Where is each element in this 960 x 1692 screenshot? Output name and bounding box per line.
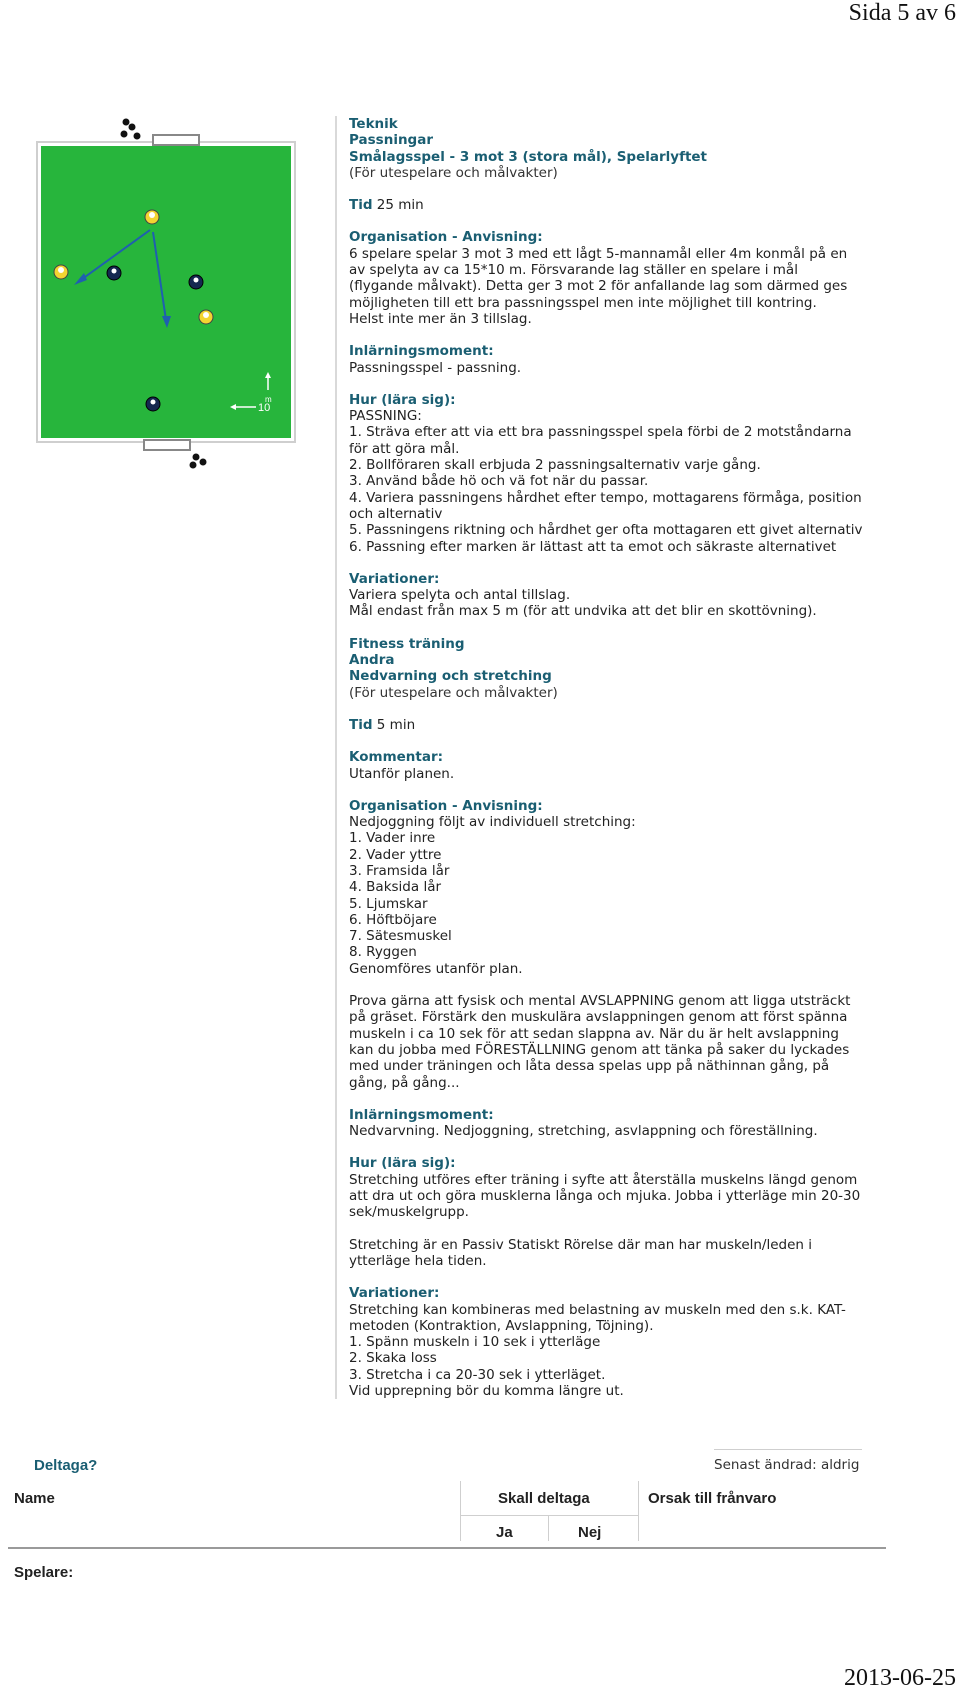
ex1-org-label: Organisation - Anvisning: <box>349 229 543 246</box>
ex2-org-line: Genomföres utanför plan. <box>349 960 523 977</box>
row-spelare: Spelare: <box>14 1564 74 1581</box>
ex2-audience: (För utespelare och målvakter) <box>349 684 558 701</box>
ex2-comment-label: Kommentar: <box>349 749 444 766</box>
player-navy-keeper <box>146 397 160 411</box>
deltaga-link[interactable]: Deltaga? <box>34 1457 98 1474</box>
ex2-relax-line: Prova gärna att fysisk och mental AVSLAPPNING genom att ligga utsträckt <box>349 993 851 1010</box>
ex2-how-line: att dra ut och göra musklerna långa och mjuka. Jobba i ytterläge min 20-30 <box>349 1188 861 1205</box>
col-skall-header: Skall deltaga <box>498 1490 590 1507</box>
ex2-learn-value: Nedvarvning. Nedjoggning, stretching, asvlappning och föreställning. <box>349 1123 818 1140</box>
ex1-how-line: för att göra mål. <box>349 440 460 457</box>
footer-date: 2013-06-25 <box>844 1665 956 1691</box>
ex1-how-line: 1. Sträva efter att via ett bra passningsspel spela förbi de 2 motståndarna <box>349 424 852 441</box>
ex1-title: Smålagsspel - 3 mot 3 (stora mål), Spelarlyftet <box>349 148 708 165</box>
table-header-rule <box>8 1547 886 1549</box>
col-name-header: Name <box>14 1490 55 1507</box>
ex2-org-line: 8. Ryggen <box>349 944 417 961</box>
ex2-relax-line: kan du jobba med FÖRESTÄLLNING genom att tänka på saker du lyckades <box>349 1041 850 1058</box>
ex1-tid-value: 25 min <box>376 197 424 214</box>
goal-top <box>153 135 199 145</box>
exercise-content <box>335 116 889 1399</box>
col-divider <box>638 1481 639 1541</box>
ex1-audience: (För utespelare och målvakter) <box>349 164 558 181</box>
ex1-org-line: av spelyta av ca 15*10 m. Försvarande lag ställer en spelare i mål <box>349 262 798 279</box>
ex1-tid <box>349 197 889 213</box>
ex1-learn-value: Passningsspel - passning. <box>349 359 522 376</box>
player-yellow-top <box>145 210 159 224</box>
ex1-how-label: Hur (lära sig): <box>349 391 456 408</box>
ex1-var-label: Variationer: <box>349 570 440 587</box>
page-number: Sida 5 av 6 <box>848 0 956 26</box>
ex1-how-line: PASSNING: <box>349 408 422 425</box>
senast-divider <box>714 1449 862 1450</box>
ex1-var-line: Variera spelyta och antal tillslag. <box>349 587 571 604</box>
ex2-org-line: 5. Ljumskar <box>349 895 428 912</box>
goal-bottom <box>144 440 190 450</box>
ex1-how-line: 2. Bollföraren skall erbjuda 2 passningsalternativ varje gång. <box>349 457 761 474</box>
ex2-relax-line: gång, på gång... <box>349 1074 460 1091</box>
ex2-var-line: Vid upprepning bör du komma längre ut. <box>349 1383 624 1399</box>
ex2-tid <box>349 717 889 733</box>
ex2-var-line: 3. Stretcha i ca 20-30 sek i ytterläget. <box>349 1366 606 1383</box>
col-nej-header: Nej <box>578 1524 602 1541</box>
senast-andrad: Senast ändrad: aldrig <box>714 1457 860 1473</box>
ex1-org-line: 6 spelare spelar 3 mot 3 med ett lågt 5-mannamål eller 4m konmål på en <box>349 245 848 262</box>
ex2-how-label: Hur (lära sig): <box>349 1155 456 1172</box>
balls-top <box>121 119 141 140</box>
ex2-how-line: Stretching utföres efter träning i syfte att återställa muskelns längd genom <box>349 1171 858 1188</box>
ex2-var-line: Stretching kan kombineras med belastning av muskeln med den s.k. KAT- <box>349 1301 846 1318</box>
ex2-var-label: Variationer: <box>349 1285 440 1302</box>
ex2-org-line: Nedjoggning följt av individuell stretching: <box>349 814 636 831</box>
ex1-subcategory: Passningar <box>349 132 433 149</box>
ex2-org-line: 2. Vader yttre <box>349 846 442 863</box>
ex2-org-line: 4. Baksida lår <box>349 879 442 896</box>
ex2-relax-line: muskeln i ca 10 sek för att sedan slappna av. När du är helt avslappning <box>349 1025 839 1042</box>
player-yellow-left <box>54 265 68 279</box>
ex1-org-line: möjligheten till ett bra passningsspel men inte möjlighet till kontring. <box>349 294 817 311</box>
ex2-var-line: metoden (Kontraktion, Avslappning, Töjning). <box>349 1317 654 1334</box>
player-yellow-right <box>199 310 213 324</box>
scale-label: 10 <box>258 402 271 414</box>
ex1-var-line: Mål endast från max 5 m (för att undvika att det blir en skottövning). <box>349 603 817 620</box>
balls-bottom <box>190 454 207 469</box>
col-orsak-header: Orsak till frånvaro <box>648 1490 777 1507</box>
col-divider <box>548 1515 549 1541</box>
ex1-how-line: 6. Passning efter marken är lättast att ta emot och säkraste alternativet <box>349 538 837 555</box>
ex2-relax-line: med under träningen och låta dessa spelas upp på näthinnan gång, på <box>349 1058 830 1075</box>
ex2-org-label: Organisation - Anvisning: <box>349 797 543 814</box>
player-navy-2 <box>189 275 203 289</box>
subheader-divider <box>460 1515 638 1516</box>
ex2-how-line2: ytterläge hela tiden. <box>349 1252 487 1269</box>
ex2-how-line: sek/muskelgrupp. <box>349 1204 469 1221</box>
ex1-how-line: 5. Passningens riktning och hårdhet ger ofta mottagaren ett givet alternativ <box>349 522 863 539</box>
exercise-diagram <box>36 110 301 470</box>
ex1-how-line: och alternativ <box>349 505 443 522</box>
col-divider <box>460 1481 461 1541</box>
ex1-category: Teknik <box>349 116 398 132</box>
svg-text:m: m <box>265 395 272 404</box>
ex2-learn-label: Inlärningsmoment: <box>349 1106 494 1123</box>
ex2-category: Fitness träning <box>349 635 465 652</box>
ex2-relax-line: på gräset. Förstärk den muskulära avslappningen genom att först spänna <box>349 1009 848 1026</box>
ex2-comment-value: Utanför planen. <box>349 765 455 782</box>
player-navy-1 <box>107 266 121 280</box>
ex1-how-line: 4. Variera passningens hårdhet efter tempo, mottagarens förmåga, position <box>349 489 862 506</box>
ex2-tid-label: Tid <box>349 716 373 733</box>
ex2-var-line: 2. Skaka loss <box>349 1350 437 1367</box>
ex2-org-line: 7. Sätesmuskel <box>349 928 452 945</box>
ex2-org-line: 1. Vader inre <box>349 830 436 847</box>
field <box>41 146 291 438</box>
ex2-how-line2: Stretching är en Passiv Statiskt Rörelse där man har muskeln/leden i <box>349 1236 813 1253</box>
ex1-how-line: 3. Använd både hö och vä fot när du passar. <box>349 473 649 490</box>
ex2-title: Nedvarning och stretching <box>349 668 552 685</box>
ex1-tid-label: Tid <box>349 197 373 214</box>
ex1-learn-label: Inlärningsmoment: <box>349 343 494 360</box>
ex2-org-line: 6. Höftböjare <box>349 911 437 928</box>
ex1-org-line: Helst inte mer än 3 tillslag. <box>349 310 532 327</box>
ex2-tid-value: 5 min <box>376 716 416 733</box>
ex2-subcategory: Andra <box>349 652 395 669</box>
ex1-org-line: (flygande målvakt). Detta ger 3 mot 2 för anfallande lag som därmed ges <box>349 278 848 295</box>
ex2-var-line: 1. Spänn muskeln i 10 sek i ytterläge <box>349 1334 601 1351</box>
ex2-org-line: 3. Framsida lår <box>349 862 450 879</box>
col-ja-header: Ja <box>496 1524 513 1541</box>
